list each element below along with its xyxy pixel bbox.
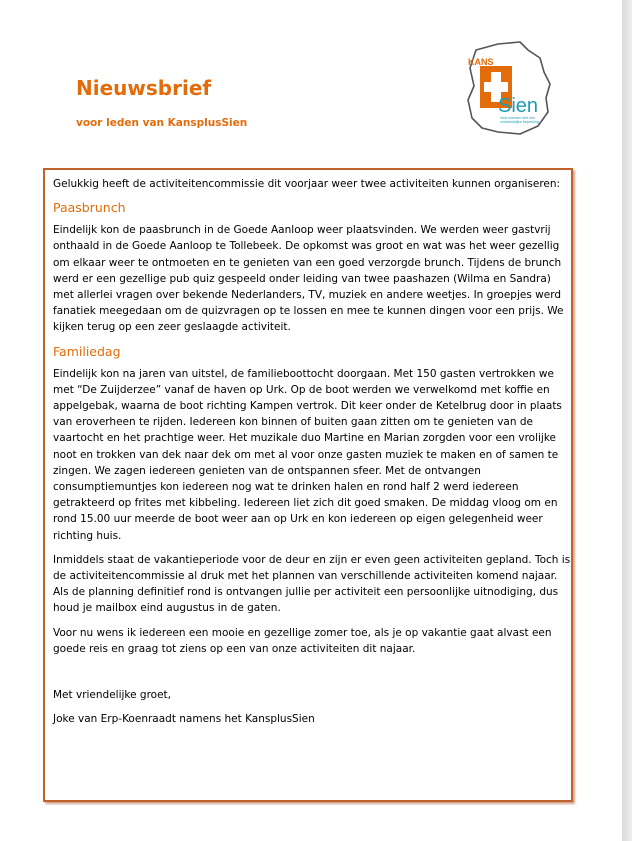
logo-word-bottom: Sien: [498, 95, 539, 117]
logo-tagline-1: Voor mensen met een: [500, 116, 536, 120]
logo-tagline-2: verstandelijke beperking: [500, 120, 539, 124]
logo-word-top: KANS: [468, 57, 494, 67]
summer-wishes-paragraph: Voor nu wens ik iedereen een mooie en gezellige zomer toe, als je op vakantie gaat alvast een goede reis en graag tot ziens op een van onze activiteiten dit najaar.: [53, 626, 552, 655]
closing-line: Met vriendelijke groet,: [53, 689, 172, 702]
intro-paragraph: Gelukkig heeft de activiteitencommissie dit voorjaar weer twee activiteiten kunnen organiseren:: [53, 178, 561, 190]
page-edge-shadow: [622, 0, 632, 841]
newsletter-subtitle: voor leden van KansplusSien: [76, 117, 248, 129]
section-heading-familiedag: Familiedag: [53, 343, 121, 359]
kansplussien-logo: [458, 38, 558, 138]
signature-line: Joke van Erp-Koenraadt namens het KansplusSien: [53, 713, 315, 726]
newsletter-body: [53, 176, 571, 735]
paasbrunch-paragraph: Eindelijk kon de paasbrunch in de Goede Aanloop weer plaatsvinden. We werden weer gastvrij onthaald in de Goede Aanloop te Tollebeek. De opkomst was groot en wat was het weer gezellig om elkaar weer te ontmoeten en te genieten van een goed verzorgde brunch. Tijdens de brunch werd er een gezellige pub quiz gespeeld onder leiding van twee paashazen (Wilma en Sandra) met allerlei vragen over bekende Nederlanders, TV, muziek en andere weetjes. In groepjes werd fanatiek meegedaan om de quizvragen op te lossen en mee te kunnen dingen voor een prijs. We kijken terug op een zeer geslaagde activiteit.: [53, 224, 564, 334]
section-heading-paasbrunch: Paasbrunch: [53, 200, 126, 216]
newsletter-title: Nieuwsbrief: [76, 76, 212, 100]
familiedag-paragraph: Eindelijk kon na jaren van uitstel, de familieboottocht doorgaan. Met 150 gasten vertrokken we met “De Zuijderzee” vanaf de haven op Urk. Op de boot werden we verwelkomd met koffie en appelgebak, waarna de boot richting Kampen vertrok. Dit keer onder de Ketelbrug door in plaats van eroverheen te rijden. Iedereen kon binnen of buiten gaan zitten om te genieten van de vaartocht en het prachtige weer. Het muzikale duo Martine en Marian zorgden voor een vrolijke noot en trokken van dek naar dek om met al voor onze gasten muziek te maken en of samen te zingen. We zagen iedereen genieten van de ontspannen sfeer. Met de ontvangen consumptiemuntjes kon iedereen nog wat te drinken halen en rond half 2 werd iedereen getrakteerd op frites met kibbeling. Iedereen liet zich dit goed smaken. De middag vloog om en rond 15.00 uur meerde de boot weer aan op Urk en kon iedereen op eigen gelegenheid weer richting huis.: [53, 367, 562, 542]
vacation-paragraph: Inmiddels staat de vakantieperiode voor de deur en zijn er even geen activiteiten gepland. Toch is de activiteitencommissie al druk met het plannen van verschillende activiteiten komend najaar. Als de planning definitief rond is ontvangen jullie per activiteit een persoonlijke uitnodiging, dus houd je mailbox eind augustus in de gaten.: [53, 553, 571, 615]
spacer: [53, 665, 571, 687]
